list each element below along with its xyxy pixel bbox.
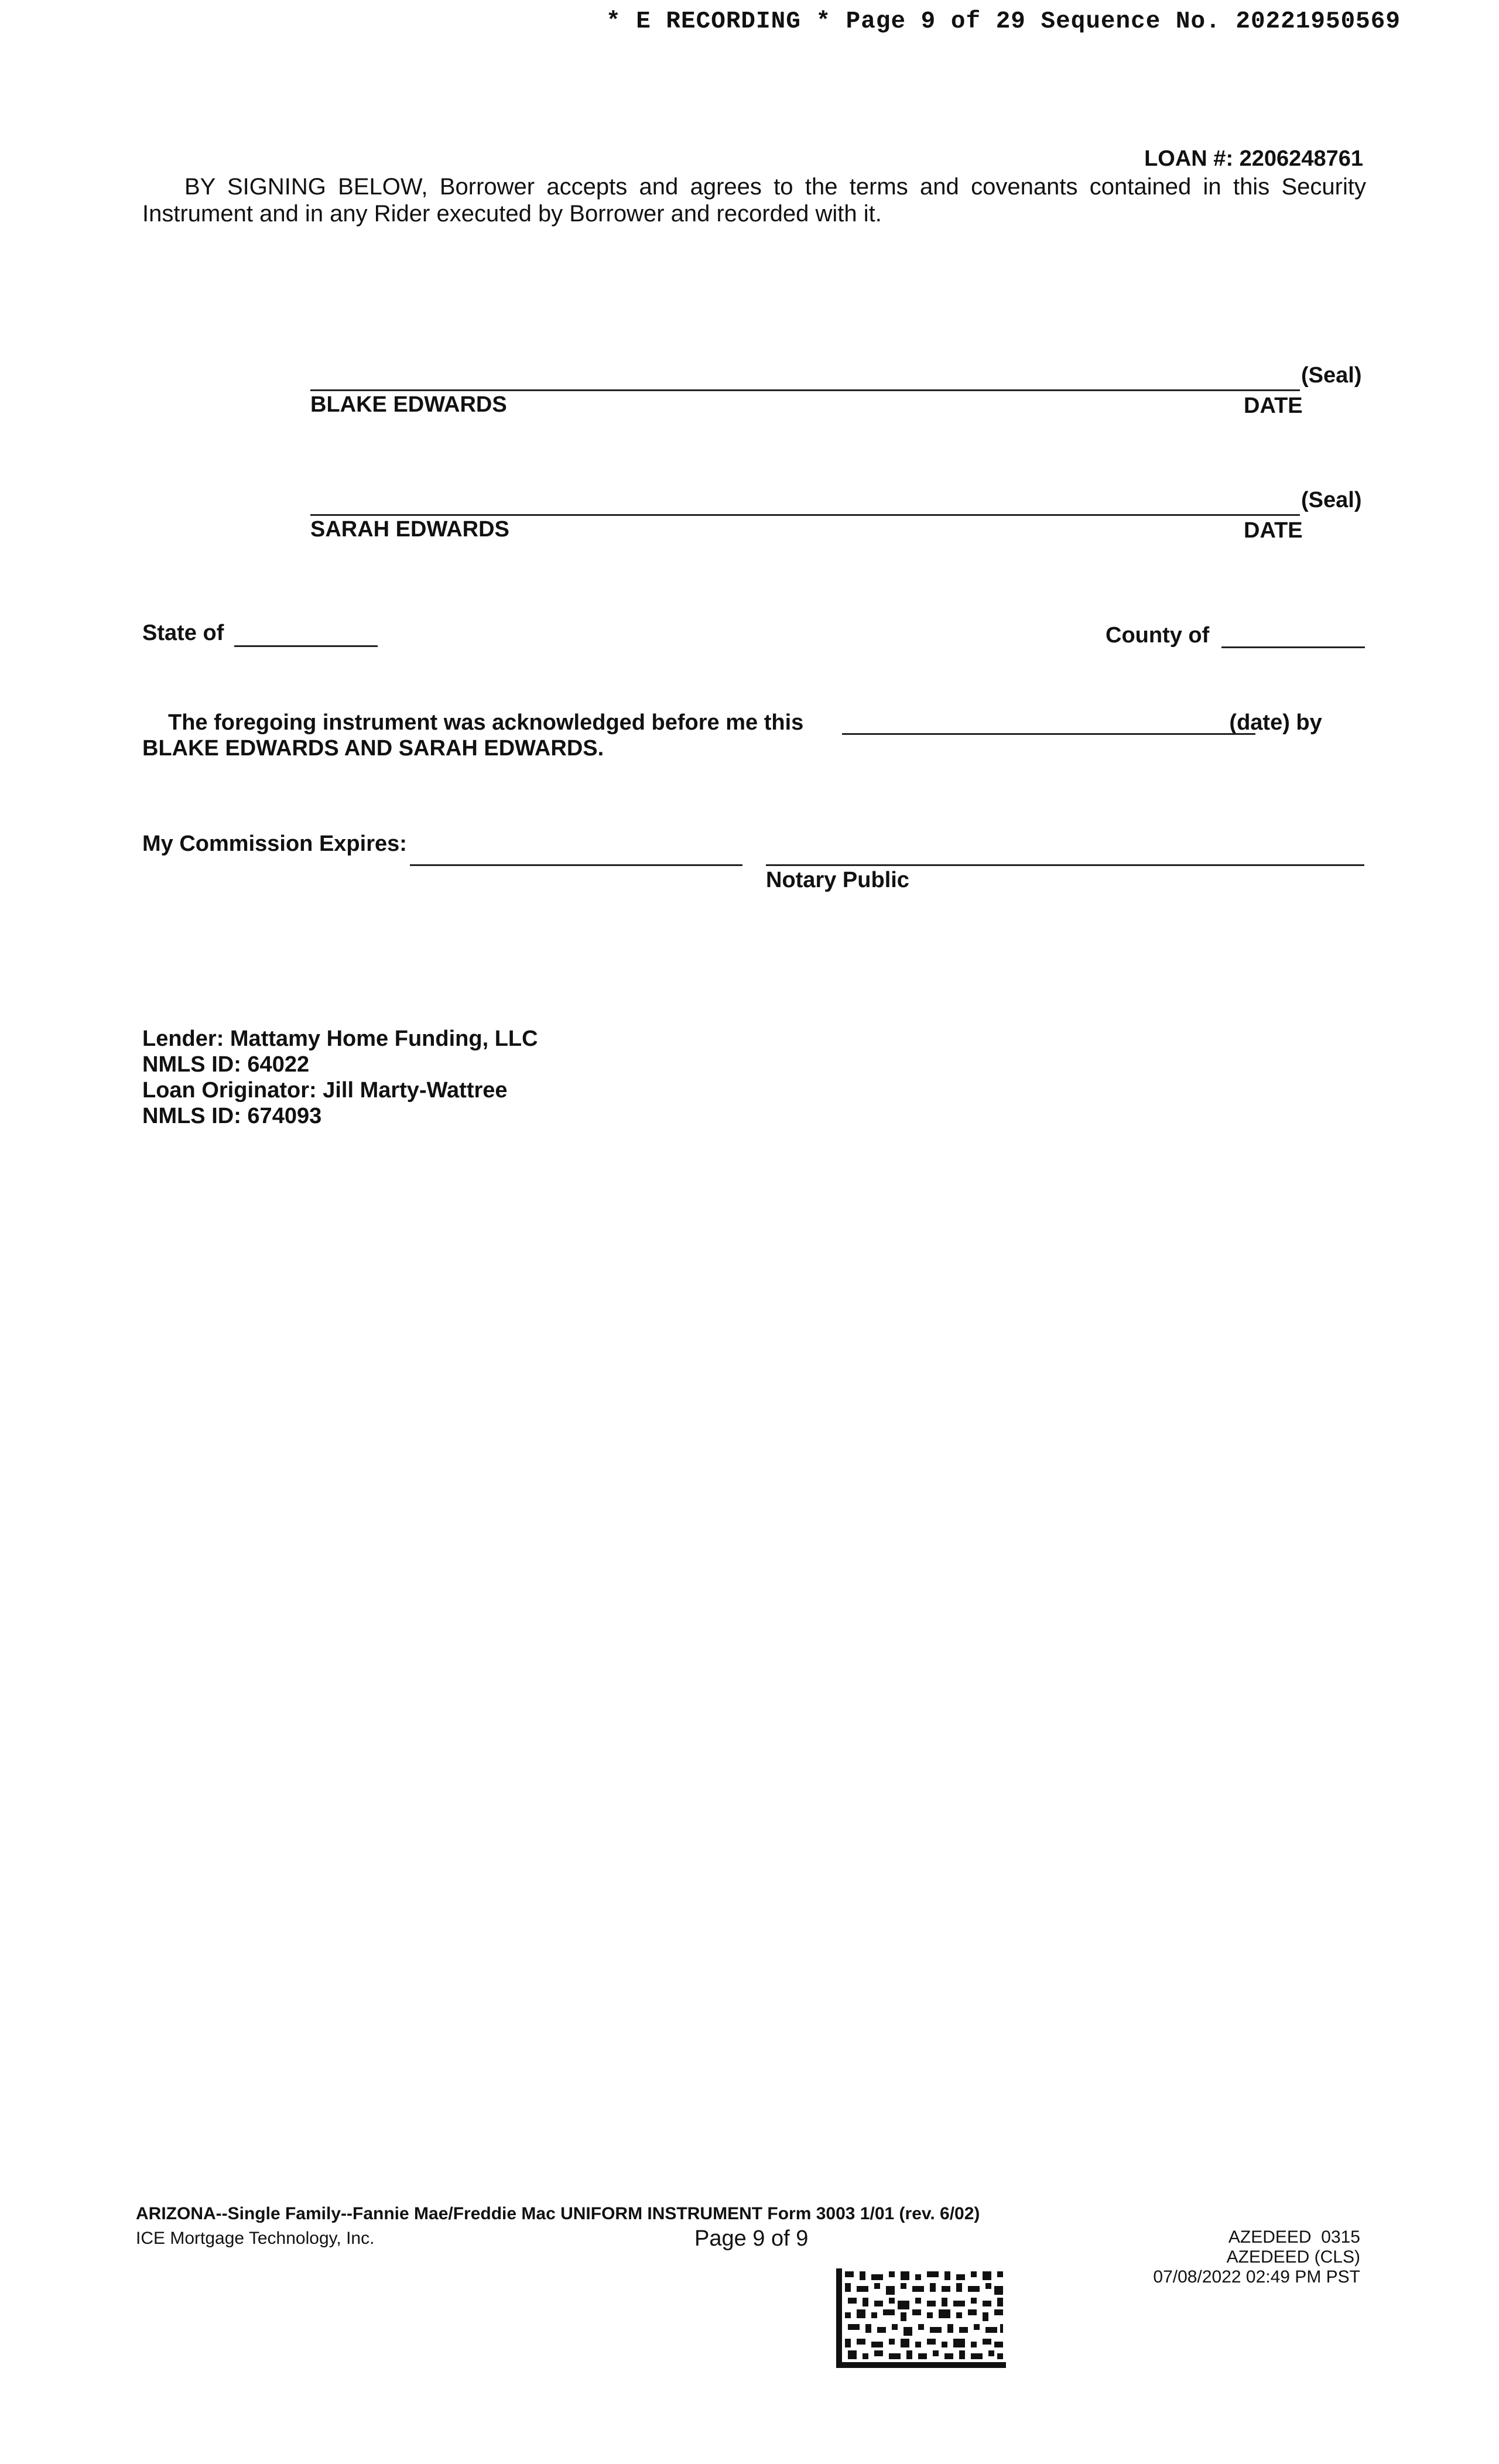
commission-expires-blank[interactable]	[410, 864, 742, 866]
lender-nmls: NMLS ID: 64022	[142, 1052, 310, 1077]
acknowledgment-block	[142, 710, 1372, 761]
lender-info	[142, 1026, 538, 1129]
footer-form-title: ARIZONA--Single Family--Fannie Mae/Freddie Mac UNIFORM INSTRUMENT Form 3003 1/01 (rev. 6/02)	[136, 2204, 980, 2223]
acknowledgment-names: BLAKE EDWARDS AND SARAH EDWARDS.	[142, 736, 604, 761]
commission-expires-label: My Commission Expires:	[142, 831, 407, 856]
footer-codes	[1153, 2227, 1360, 2287]
footer-timestamp: 07/08/2022 02:49 PM PST	[1153, 2267, 1360, 2287]
date-label-1: DATE	[1244, 393, 1303, 418]
originator-nmls: NMLS ID: 674093	[142, 1104, 322, 1128]
state-label: State of	[142, 621, 224, 645]
footer-page-number: Page 9 of 9	[694, 2226, 809, 2251]
signature-line-borrower-1[interactable]	[310, 389, 1300, 391]
footer-company: ICE Mortgage Technology, Inc.	[136, 2229, 375, 2248]
signature-line-borrower-2[interactable]	[310, 514, 1300, 516]
loan-number: LOAN #: 2206248761	[1144, 146, 1363, 171]
seal-label-1: (Seal)	[1301, 363, 1362, 388]
barcode-icon	[836, 2268, 1006, 2368]
recording-stamp: * E RECORDING * Page 9 of 29 Sequence No. 20221950569	[605, 8, 1401, 35]
acknowledgment-suffix: (date) by	[1229, 710, 1322, 735]
acknowledgment-prefix: The foregoing instrument was acknowledged before me this	[168, 710, 804, 735]
state-blank[interactable]	[234, 645, 378, 647]
borrower-name-2: SARAH EDWARDS	[310, 517, 509, 542]
seal-label-2: (Seal)	[1301, 488, 1362, 512]
lender-name: Lender: Mattamy Home Funding, LLC	[142, 1026, 538, 1051]
notary-public-label: Notary Public	[766, 868, 909, 892]
intro-line-1: BY SIGNING BELOW, Borrower accepts and agrees to the terms and covenants contained in this Security	[184, 174, 1366, 200]
acknowledgment-date-blank[interactable]	[842, 733, 1255, 735]
notary-signature-line[interactable]	[766, 864, 1364, 866]
footer-code-2: AZEDEED (CLS)	[1226, 2247, 1360, 2267]
county-blank[interactable]	[1221, 646, 1365, 648]
county-label: County of	[1106, 623, 1210, 648]
date-label-2: DATE	[1244, 518, 1303, 543]
intro-paragraph	[142, 173, 1366, 227]
loan-originator: Loan Originator: Jill Marty-Wattree	[142, 1078, 508, 1103]
borrower-name-1: BLAKE EDWARDS	[310, 392, 507, 417]
intro-line-2: Instrument and in any Rider executed by Borrower and recorded with it.	[142, 201, 882, 227]
footer-code-1: AZEDEED 0315	[1228, 2227, 1360, 2247]
